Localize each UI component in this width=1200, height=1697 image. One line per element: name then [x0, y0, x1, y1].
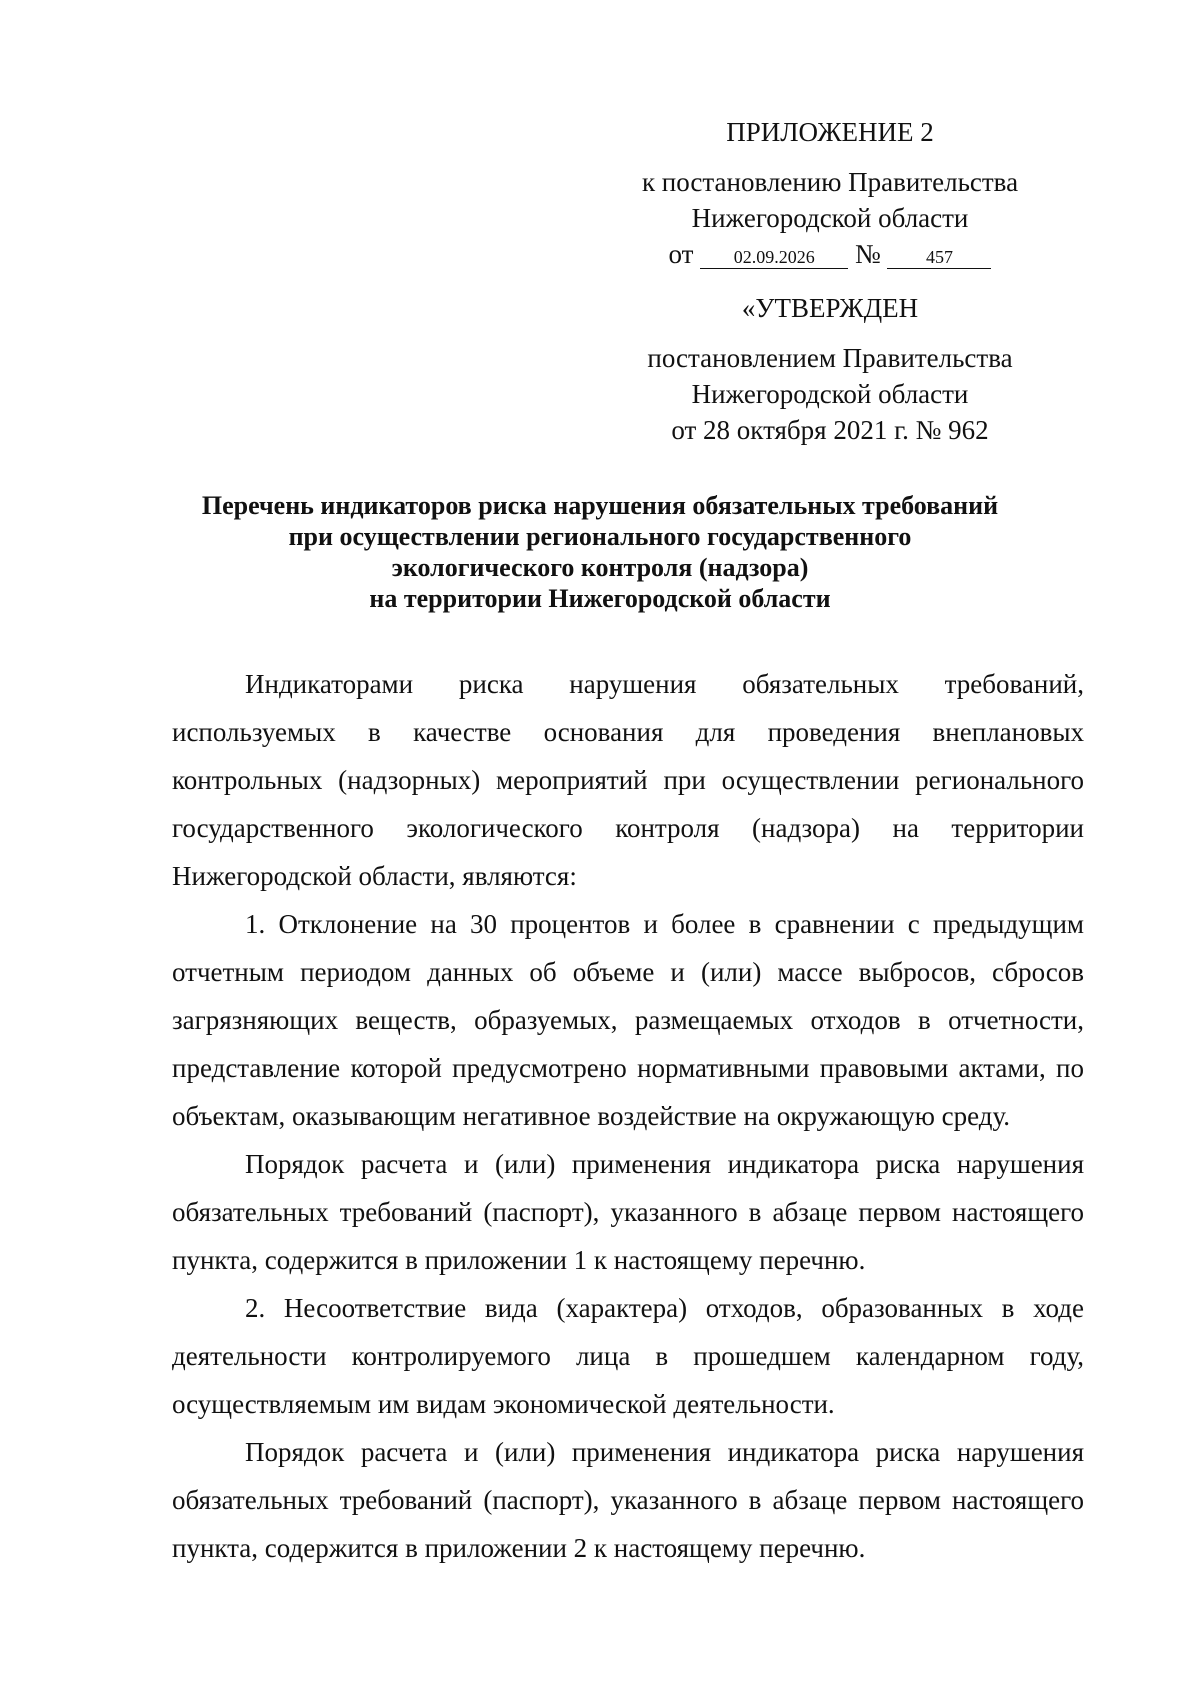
approval-reference	[600, 340, 1060, 448]
intro-paragraph: Индикаторами риска нарушения обязательных требований, используемых в качестве основания для проведения внеплановых контрольных (надзорных) мероприятий при осуществлении регионального государственного экологического контроля (надзора) на территории Нижегородской области, являются:	[172, 669, 1084, 891]
approved-title: «УТВЕРЖДЕН	[741, 293, 919, 323]
item-1-procedure-paragraph: Порядок расчета и (или) применения индикатора риска нарушения обязательных требований (паспорт), указанного в абзаце первом настоящего пункта, содержится в приложении 1 к настоящему перечню.	[172, 1149, 1084, 1275]
item-2-procedure-paragraph: Порядок расчета и (или) применения индикатора риска нарушения обязательных требований (паспорт), указанного в абзаце первом настоящего пункта, содержится в приложении 2 к настоящему перечню.	[172, 1437, 1084, 1563]
decree-line-2: Нижегородской области	[691, 203, 969, 233]
number-sign: №	[854, 239, 881, 269]
approval-line-1: постановлением Правительства	[647, 343, 1013, 373]
appendix-title: ПРИЛОЖЕНИЕ 2	[726, 117, 934, 147]
document-title-line-2: при осуществлении регионального государственного	[288, 522, 912, 551]
approval-line-2: Нижегородской области	[691, 379, 969, 409]
document-title-line-1: Перечень индикаторов риска нарушения обязательных требований	[201, 491, 999, 520]
document-body	[172, 660, 1084, 1572]
document-title-line-3: экологического контроля (надзора)	[391, 553, 809, 582]
approval-line-3: от 28 октября 2021 г. № 962	[671, 415, 989, 445]
item-1-paragraph: 1. Отклонение на 30 процентов и более в сравнении с предыдущим отчетным периодом данных об объеме и (или) массе выбросов, сбросов загрязняющих веществ, образуемых, размещаемых отходов в отчетности, представление которой предусмотрено нормативными правовыми актами, по объектам, оказывающим негативное воздействие на окружающую среду.	[172, 909, 1084, 1131]
decree-number-field: 457	[887, 246, 991, 269]
decree-reference	[600, 164, 1060, 272]
item-2-paragraph: 2. Несоответствие вида (характера) отходов, образованных в ходе деятельности контролируемого лица в прошедшем календарном году, осуществляемым им видам экономической деятельности.	[172, 1293, 1084, 1419]
decree-line-1: к постановлению Правительства	[641, 167, 1019, 197]
document-title-line-4: на территории Нижегородской области	[369, 584, 831, 613]
decree-date-number-line	[669, 236, 992, 272]
decree-date-field: 02.09.2026	[700, 246, 848, 269]
document-title	[140, 490, 1060, 614]
date-prefix: от	[668, 239, 694, 269]
